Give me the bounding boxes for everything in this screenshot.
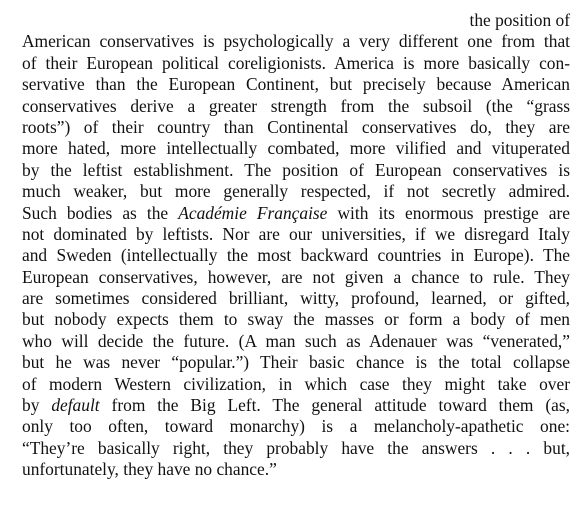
body-paragraph (22, 10, 570, 481)
text-line: Such bodies as the Académie Française with its enormous prestige are (22, 202, 570, 223)
text-line: only too often, toward monarchy) is a melancholy-apathetic one: (22, 416, 570, 437)
text-line: are sometimes considered brilliant, witty, profound, learned, or gifted, (22, 288, 570, 309)
text-line: but nobody expects them to sway the masses or form a body of men (22, 309, 570, 330)
text-line: who will decide the future. (A man such as Adenauer was “venerated,” (22, 330, 570, 351)
text-line: but he was never “popular.”) Their basic chance is the total collapse (22, 352, 570, 373)
text-line: “They’re basically right, they probably have the answers . . . but, (22, 437, 570, 458)
text-line: more hated, more intellectually combated, more vilified and vituperated (22, 138, 570, 159)
text-line: not dominated by leftists. Nor are our universities, if we disregard Italy (22, 223, 570, 244)
italic-emphasis: default (51, 395, 100, 416)
text-line: the position of (469, 10, 570, 30)
text-line: European conservatives, however, are not given a chance to rule. They (22, 266, 570, 287)
text-line: and Sweden (intellectually the most backward countries in Europe). The (22, 245, 570, 266)
text-line: by default from the Big Left. The general attitude toward them (as, (22, 395, 570, 416)
text-line: of their European political coreligionists. America is more basically con- (22, 52, 570, 73)
text-line: of modern Western civilization, in which case they might take over (22, 373, 570, 394)
text-line: American conservatives is psychologically a very different one from that (22, 31, 570, 52)
text-line: conservatives derive a greater strength from the subsoil (the “grass (22, 95, 570, 116)
text-line: servative than the European Continent, but precisely because American (22, 74, 570, 95)
italic-title: Académie Française (178, 202, 328, 223)
text-line: by the leftist establishment. The position of European conservatives is (22, 159, 570, 180)
text-line: roots”) of their country than Continental conservatives do, they are (22, 116, 570, 137)
text-line: unfortunately, they have no chance.” (22, 459, 277, 480)
document-page (22, 10, 570, 481)
text-line: much weaker, but more generally respected, if not secretly admired. (22, 181, 570, 202)
